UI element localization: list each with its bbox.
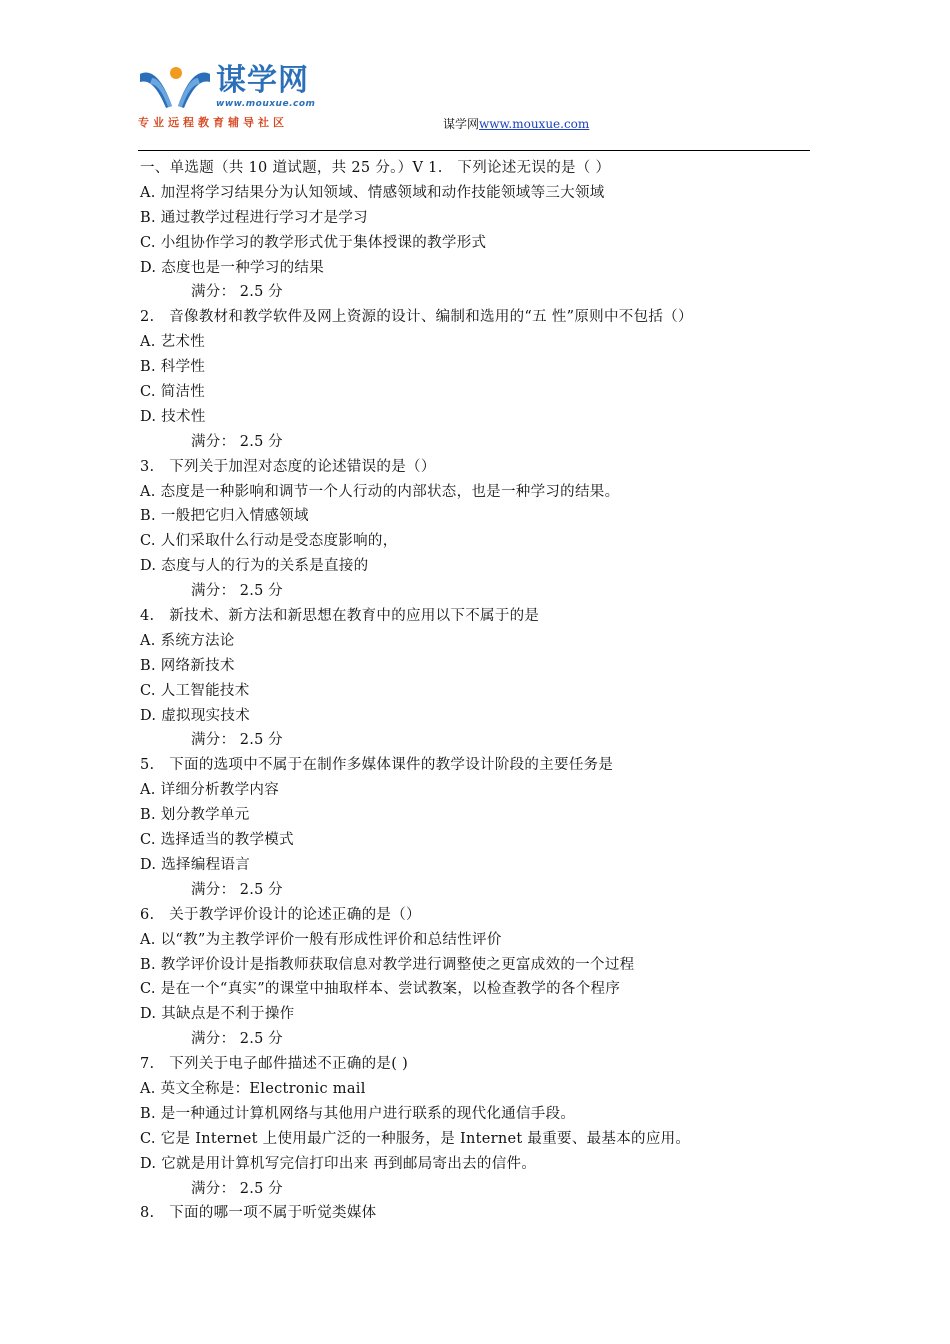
answer-option: D. 态度与人的行为的关系是直接的	[140, 558, 369, 575]
score-value: 2.5	[239, 1031, 264, 1048]
answer-option: C. 它是 Internet 上使用最广泛的一种服务，是 Internet 最重要、最基本的应用。	[140, 1130, 691, 1147]
answer-option: D. 虚拟现实技术	[140, 707, 251, 724]
score-value: 2.5	[239, 1180, 264, 1197]
question-stem: 4. 新技术、新方法和新思想在教育中的应用以下不属于的是	[140, 608, 540, 625]
answer-option: D. 技术性	[140, 408, 206, 425]
score-value: 2.5	[239, 284, 264, 301]
question-stem: 6. 关于教学评价设计的论述正确的是（）	[140, 906, 421, 923]
score-line	[140, 280, 820, 305]
score-value: 2.5	[239, 433, 264, 450]
score-unit: 分	[268, 1031, 283, 1048]
question-stem: 2. 音像教材和教学软件及网上资源的设计、编制和选用的“五 性”原则中不包括（）	[140, 309, 693, 326]
answer-option: D. 态度也是一种学习的结果	[140, 259, 325, 276]
answer-option: D. 选择编程语言	[140, 856, 251, 873]
site-url-link[interactable]: www.mouxue.com	[479, 117, 590, 131]
score-label: 满分：	[191, 1031, 236, 1048]
answer-option: A. 加涅将学习结果分为认知领域、情感领域和动作技能领域等三大领域	[140, 184, 605, 201]
answer-option: B. 科学性	[140, 359, 206, 376]
answer-option: A. 艺术性	[140, 334, 205, 351]
answer-option: C. 人们采取什么行动是受态度影响的，	[140, 533, 398, 550]
answer-option: D. 其缺点是不利于操作	[140, 1006, 295, 1023]
score-unit: 分	[268, 433, 283, 450]
score-label: 满分：	[191, 433, 236, 450]
answer-option: B. 一般把它归入情感领域	[140, 508, 309, 525]
answer-option: C. 是在一个“真实”的课堂中抽取样本、尝试教案，以检查教学的各个程序	[140, 981, 621, 998]
questions-container	[140, 181, 820, 1202]
logo-title: 谋学网	[216, 63, 309, 98]
score-unit: 分	[268, 1180, 283, 1197]
section-title: 一、单选题（共 10 道试题，共 25 分。）V 1. 下列论述无误的是（ ）	[140, 160, 611, 176]
score-unit: 分	[268, 732, 283, 749]
score-label: 满分：	[191, 1180, 236, 1197]
answer-option: B. 教学评价设计是指教师获取信息对教学进行调整使之更富成效的一个过程	[140, 956, 635, 973]
score-unit: 分	[268, 881, 283, 898]
score-value: 2.5	[239, 583, 264, 600]
answer-option: B. 网络新技术	[140, 657, 235, 674]
score-label: 满分：	[191, 732, 236, 749]
score-line	[140, 1177, 820, 1202]
question-stem: 5. 下面的选项中不属于在制作多媒体课件的教学设计阶段的主要任务是	[140, 757, 614, 774]
site-logo	[138, 62, 338, 132]
logo-book-icon	[138, 66, 212, 110]
answer-option: C. 选择适当的教学模式	[140, 832, 294, 849]
answer-option: A. 详细分析教学内容	[140, 782, 279, 799]
score-value: 2.5	[239, 732, 264, 749]
score-value: 2.5	[239, 881, 264, 898]
score-line	[140, 1027, 820, 1052]
score-unit: 分	[268, 284, 283, 301]
score-label: 满分：	[191, 583, 236, 600]
logo-url: www.mouxue.com	[216, 99, 316, 109]
score-label: 满分：	[191, 284, 236, 301]
answer-option: A. 以“教”为主教学评价一般有形成性评价和总结性评价	[140, 931, 502, 948]
answer-option: C. 人工智能技术	[140, 682, 250, 699]
answer-option: D. 它就是用计算机写完信打印出来 再到邮局寄出去的信件。	[140, 1155, 537, 1172]
answer-option: C. 简洁性	[140, 384, 206, 401]
site-name-line	[443, 115, 589, 132]
header-divider	[138, 150, 810, 151]
logo-slogan: 专业远程教育辅导社区	[138, 116, 288, 129]
score-line	[140, 878, 820, 903]
score-line	[140, 728, 820, 753]
site-name: 谋学网	[443, 117, 480, 131]
answer-option: B. 通过教学过程进行学习才是学习	[140, 209, 368, 226]
score-label: 满分：	[191, 881, 236, 898]
answer-option: B. 划分教学单元	[140, 807, 250, 824]
question-list	[140, 156, 820, 1226]
answer-option: B. 是一种通过计算机网络与其他用户进行联系的现代化通信手段。	[140, 1105, 576, 1122]
score-line	[140, 579, 820, 604]
score-unit: 分	[268, 583, 283, 600]
question-stem: 7. 下列关于电子邮件描述不正确的是( )	[140, 1056, 409, 1073]
answer-option: A. 态度是一种影响和调节一个人行动的内部状态，也是一种学习的结果。	[140, 483, 620, 500]
answer-option: A. 英文全称是：Electronic mail	[140, 1080, 366, 1097]
page-header	[0, 0, 950, 152]
question-stem: 3. 下列关于加涅对态度的论述错误的是（）	[140, 458, 436, 475]
answer-option: C. 小组协作学习的教学形式优于集体授课的教学形式	[140, 234, 487, 251]
question-stem: 8. 下面的哪一项不属于听觉类媒体	[140, 1205, 377, 1222]
answer-option: A. 系统方法论	[140, 632, 235, 649]
score-line	[140, 430, 820, 455]
